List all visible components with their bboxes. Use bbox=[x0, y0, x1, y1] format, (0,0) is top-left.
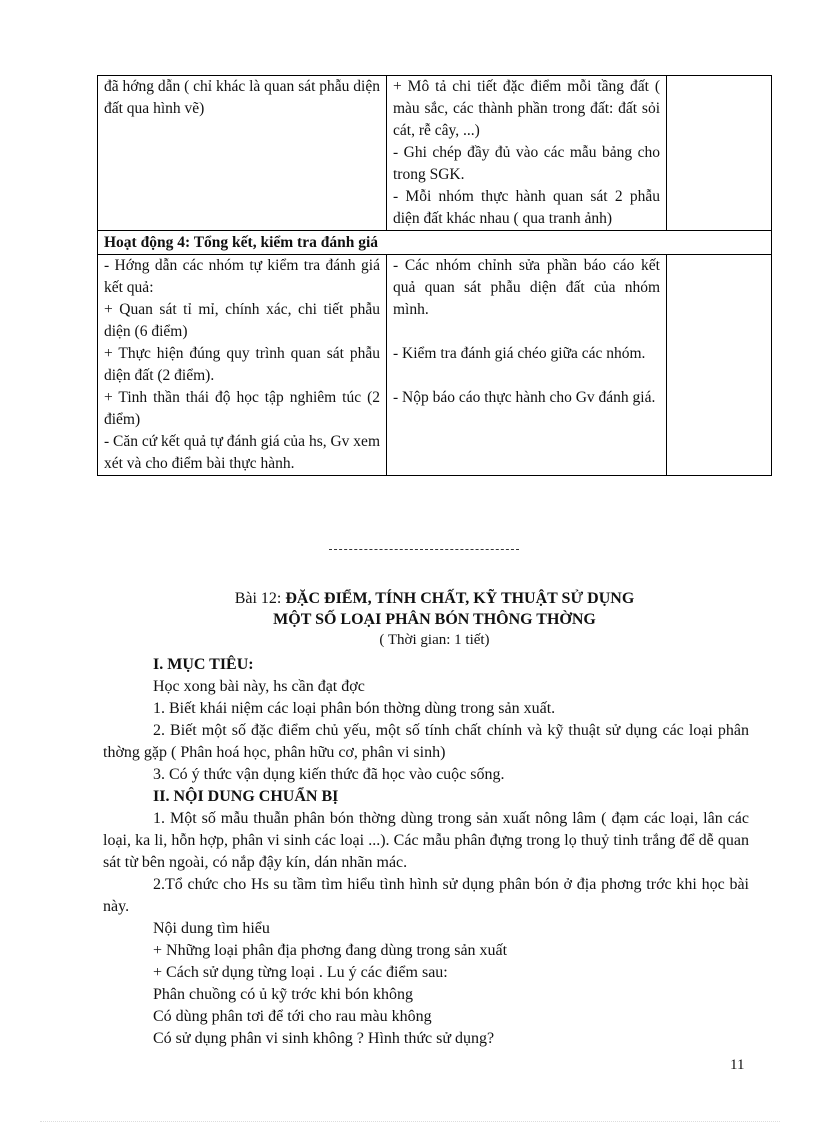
paragraph: Học xong bài này, hs cần đạt đợc bbox=[153, 678, 365, 695]
teacher-activity-cell bbox=[98, 255, 387, 476]
cell-text: - Ghi chép đầy đủ vào các mẫu bảng cho trong SGK. bbox=[393, 144, 660, 183]
table-row bbox=[98, 255, 772, 476]
section-heading: I. MỤC TIÊU: bbox=[153, 656, 254, 673]
section-header-row bbox=[98, 231, 772, 255]
list-item: Có dùng phân tơi để tới cho rau màu không bbox=[153, 1008, 432, 1025]
cell-text: + Thực hiện đúng quy trình quan sát phẫu diện đất (2 điểm). bbox=[104, 345, 380, 384]
cell-text: - Căn cứ kết quả tự đánh giá của hs, Gv xem xét và cho điểm bài thực hành. bbox=[104, 433, 380, 472]
paragraph: 2.Tổ chức cho Hs su tầm tìm hiểu tình hình sử dụng phân bón ở địa phơng trớc khi học bài này. bbox=[103, 876, 749, 915]
cell-text: + Quan sát tỉ mỉ, chính xác, chi tiết phẫu diện (6 điểm) bbox=[104, 301, 380, 340]
table-row bbox=[98, 76, 772, 231]
list-item: Phân chuồng có ủ kỹ trớc khi bón không bbox=[153, 986, 413, 1003]
paragraph: 1. Một số mẫu thuẫn phân bón thờng dùng trong sản xuất nông lâm ( đạm các loại, lân các loại, ka li, hỗn hợp, phân vi sinh các loại ...). Các mẫu phân đựng trong lọ thuỷ tinh trắng để dễ quan sát từ bên ngoài, có nắp đậy kín, dán nhãn mác. bbox=[103, 810, 749, 871]
list-item: Nội dung tìm hiểu bbox=[153, 920, 270, 937]
list-item: + Những loại phân địa phơng đang dùng trong sản xuất bbox=[153, 942, 508, 959]
activity-table bbox=[97, 75, 772, 476]
lesson-title-line1 bbox=[97, 590, 772, 608]
cell-text: - Hớng dẫn các nhóm tự kiểm tra đánh giá kết quả: bbox=[104, 257, 380, 296]
cell-text: - Các nhóm chỉnh sửa phần báo cáo kết quả quan sát phẫu diện đất của nhóm mình. bbox=[393, 257, 660, 318]
section-heading: II. NỘI DUNG CHUẨN BỊ bbox=[153, 788, 339, 805]
lesson-duration: ( Thời gian: 1 tiết) bbox=[379, 632, 490, 648]
section-divider bbox=[329, 549, 519, 550]
cell-text: - Mỗi nhóm thực hành quan sát 2 phẫu diện đất khác nhau ( qua tranh ảnh) bbox=[393, 188, 660, 227]
activity-4-heading: Hoạt động 4: Tổng kết, kiểm tra đánh giá bbox=[98, 231, 772, 255]
paragraph: 3. Có ý thức vận dụng kiến thức đã học vào cuộc sống. bbox=[153, 766, 505, 783]
teacher-activity-cell bbox=[98, 76, 387, 231]
lesson-prefix: Bài 12: bbox=[234, 590, 286, 607]
page-number: 11 bbox=[730, 1057, 745, 1073]
cell-text: - Kiểm tra đánh giá chéo giữa các nhóm. bbox=[393, 345, 646, 362]
student-activity-cell bbox=[387, 76, 667, 231]
cell-text: + Tinh thần thái độ học tập nghiêm túc (2 điểm) bbox=[104, 389, 380, 428]
lesson-title: ĐẶC ĐIỂM, TÍNH CHẤT, KỸ THUẬT SỬ DỤNG bbox=[285, 590, 635, 607]
lesson-title-line2: MỘT SỐ LOẠI PHÂN BÓN THÔNG THỜNG bbox=[273, 611, 596, 628]
paragraph: 1. Biết khái niệm các loại phân bón thờng dùng trong sản xuất. bbox=[153, 700, 556, 717]
list-item: Có sử dụng phân vi sinh không ? Hình thức sử dụng? bbox=[153, 1030, 495, 1047]
lesson-body bbox=[103, 654, 749, 1050]
notes-cell bbox=[667, 76, 772, 231]
page-edge bbox=[40, 1121, 780, 1122]
notes-cell bbox=[667, 255, 772, 476]
cell-text: - Nộp báo cáo thực hành cho Gv đánh giá. bbox=[393, 389, 656, 406]
list-item: + Cách sử dụng từng loại . Lu ý các điểm sau: bbox=[153, 964, 448, 981]
cell-text: + Mô tả chi tiết đặc điểm mỗi tầng đất ( màu sắc, các thành phần trong đất: đất sỏi cát, rễ cây, ...) bbox=[393, 78, 660, 139]
paragraph: 2. Biết một số đặc điểm chủ yếu, một số tính chất chính và kỹ thuật sử dụng các loại phân thờng gặp ( Phân hoá học, phân hữu cơ, phân vi sinh) bbox=[103, 722, 749, 761]
student-activity-cell bbox=[387, 255, 667, 476]
cell-text: đã hớng dẫn ( chỉ khác là quan sát phẫu diện đất qua hình vẽ) bbox=[104, 78, 380, 117]
